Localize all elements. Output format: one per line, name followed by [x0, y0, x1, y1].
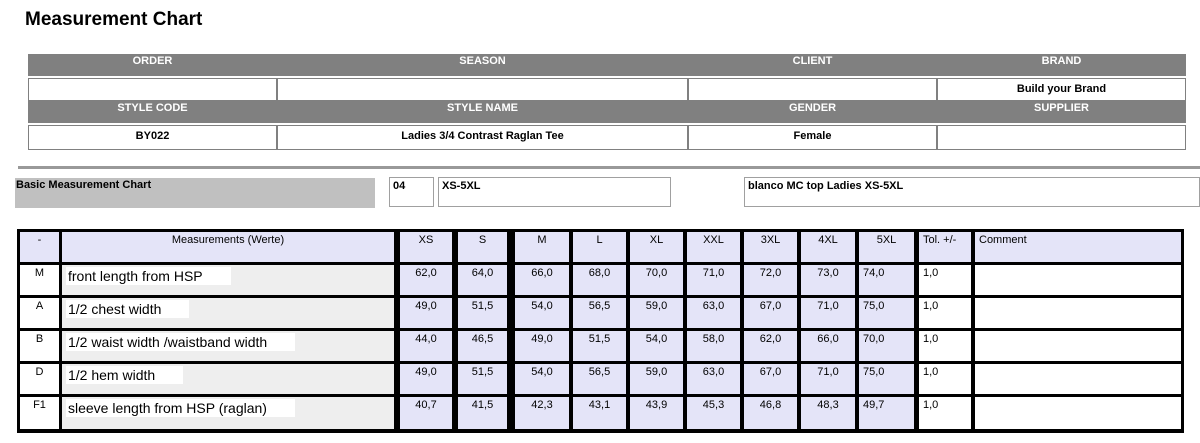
- basic-chart-label: Basic Measurement Chart: [15, 178, 375, 208]
- size-value: 51,5: [458, 298, 507, 328]
- measurement-name: [62, 397, 394, 429]
- size-value: 67,0: [744, 298, 797, 328]
- style-description-field: blanco MC top Ladies XS-5XL: [744, 177, 1200, 207]
- measurement-label: 1/2 hem width: [66, 366, 183, 384]
- column-header: 3XL: [744, 232, 797, 262]
- info-label: CLIENT: [688, 54, 937, 76]
- size-value: 71,0: [801, 364, 855, 394]
- info-label: SUPPLIER: [937, 101, 1186, 123]
- size-value: 70,0: [630, 265, 683, 295]
- tolerance-value: 1,0: [919, 397, 971, 429]
- size-value: 66,0: [515, 265, 569, 295]
- size-value: 45,3: [687, 397, 740, 429]
- column-header: XS: [400, 232, 452, 262]
- measurement-name: [62, 265, 394, 295]
- size-value: 46,8: [744, 397, 797, 429]
- row-code: F1: [20, 397, 59, 429]
- comment-cell: [975, 331, 1181, 361]
- size-value: 72,0: [744, 265, 797, 295]
- info-label: STYLE CODE: [28, 101, 277, 123]
- comment-cell: [975, 364, 1181, 394]
- size-value: 48,3: [801, 397, 855, 429]
- tolerance-value: 1,0: [919, 364, 971, 394]
- size-value: 75,0: [859, 364, 914, 394]
- column-header: S: [458, 232, 507, 262]
- size-value: 66,0: [801, 331, 855, 361]
- measurement-label: 1/2 waist width /waistband width: [66, 333, 295, 351]
- size-value: 56,5: [573, 298, 626, 328]
- measurement-name: [62, 331, 394, 361]
- measurement-name: [62, 364, 394, 394]
- row-code: A: [20, 298, 59, 328]
- row-code: M: [20, 265, 59, 295]
- basic-chart-code: 04: [389, 177, 434, 207]
- info-value: [277, 78, 688, 101]
- size-value: 54,0: [515, 364, 569, 394]
- info-label: BRAND: [937, 54, 1186, 76]
- page-title: Measurement Chart: [25, 9, 203, 30]
- row-code: D: [20, 364, 59, 394]
- size-value: 75,0: [859, 298, 914, 328]
- info-value: Ladies 3/4 Contrast Raglan Tee: [277, 125, 688, 150]
- size-value: 49,7: [859, 397, 914, 429]
- info-value: [28, 78, 277, 101]
- info-label: SEASON: [277, 54, 688, 76]
- size-value: 63,0: [687, 298, 740, 328]
- column-header: 5XL: [859, 232, 914, 262]
- column-header: XXL: [687, 232, 740, 262]
- size-value: 44,0: [400, 331, 452, 361]
- size-value: 62,0: [400, 265, 452, 295]
- tolerance-value: 1,0: [919, 298, 971, 328]
- size-value: 51,5: [573, 331, 626, 361]
- measurement-label: front length from HSP: [66, 267, 231, 285]
- comment-cell: [975, 298, 1181, 328]
- tolerance-value: 1,0: [919, 331, 971, 361]
- size-value: 62,0: [744, 331, 797, 361]
- column-header: Measurements (Werte): [62, 232, 394, 262]
- size-value: 59,0: [630, 364, 683, 394]
- tolerance-value: 1,0: [919, 265, 971, 295]
- size-value: 43,9: [630, 397, 683, 429]
- measurement-label: sleeve length from HSP (raglan): [66, 399, 295, 417]
- size-value: 71,0: [687, 265, 740, 295]
- size-value: 42,3: [515, 397, 569, 429]
- size-value: 56,5: [573, 364, 626, 394]
- size-range-field: XS-5XL: [438, 177, 671, 207]
- info-label: GENDER: [688, 101, 937, 123]
- measurement-label: 1/2 chest width: [66, 300, 189, 318]
- row-code: B: [20, 331, 59, 361]
- info-label: STYLE NAME: [277, 101, 688, 123]
- size-value: 54,0: [515, 298, 569, 328]
- size-value: 51,5: [458, 364, 507, 394]
- size-value: 68,0: [573, 265, 626, 295]
- size-value: 49,0: [515, 331, 569, 361]
- size-value: 59,0: [630, 298, 683, 328]
- column-header: 4XL: [801, 232, 855, 262]
- size-value: 64,0: [458, 265, 507, 295]
- size-value: 49,0: [400, 298, 452, 328]
- size-value: 74,0: [859, 265, 914, 295]
- column-header: L: [573, 232, 626, 262]
- size-value: 54,0: [630, 331, 683, 361]
- measurement-table: [17, 229, 1184, 433]
- size-value: 70,0: [859, 331, 914, 361]
- section-divider: [18, 166, 1200, 169]
- column-header: Tol. +/-: [919, 232, 971, 262]
- comment-cell: [975, 397, 1181, 429]
- size-value: 43,1: [573, 397, 626, 429]
- info-value: BY022: [28, 125, 277, 150]
- column-header: -: [20, 232, 59, 262]
- size-value: 46,5: [458, 331, 507, 361]
- size-value: 73,0: [801, 265, 855, 295]
- size-value: 41,5: [458, 397, 507, 429]
- info-value: Build your Brand: [937, 78, 1186, 101]
- column-header: Comment: [975, 232, 1181, 262]
- info-value: [937, 125, 1186, 150]
- size-value: 67,0: [744, 364, 797, 394]
- column-header: M: [515, 232, 569, 262]
- info-value: Female: [688, 125, 937, 150]
- info-value: [688, 78, 937, 101]
- size-value: 58,0: [687, 331, 740, 361]
- info-label: ORDER: [28, 54, 277, 76]
- size-value: 49,0: [400, 364, 452, 394]
- column-header: XL: [630, 232, 683, 262]
- size-value: 63,0: [687, 364, 740, 394]
- measurement-name: [62, 298, 394, 328]
- size-value: 71,0: [801, 298, 855, 328]
- comment-cell: [975, 265, 1181, 295]
- size-value: 40,7: [400, 397, 452, 429]
